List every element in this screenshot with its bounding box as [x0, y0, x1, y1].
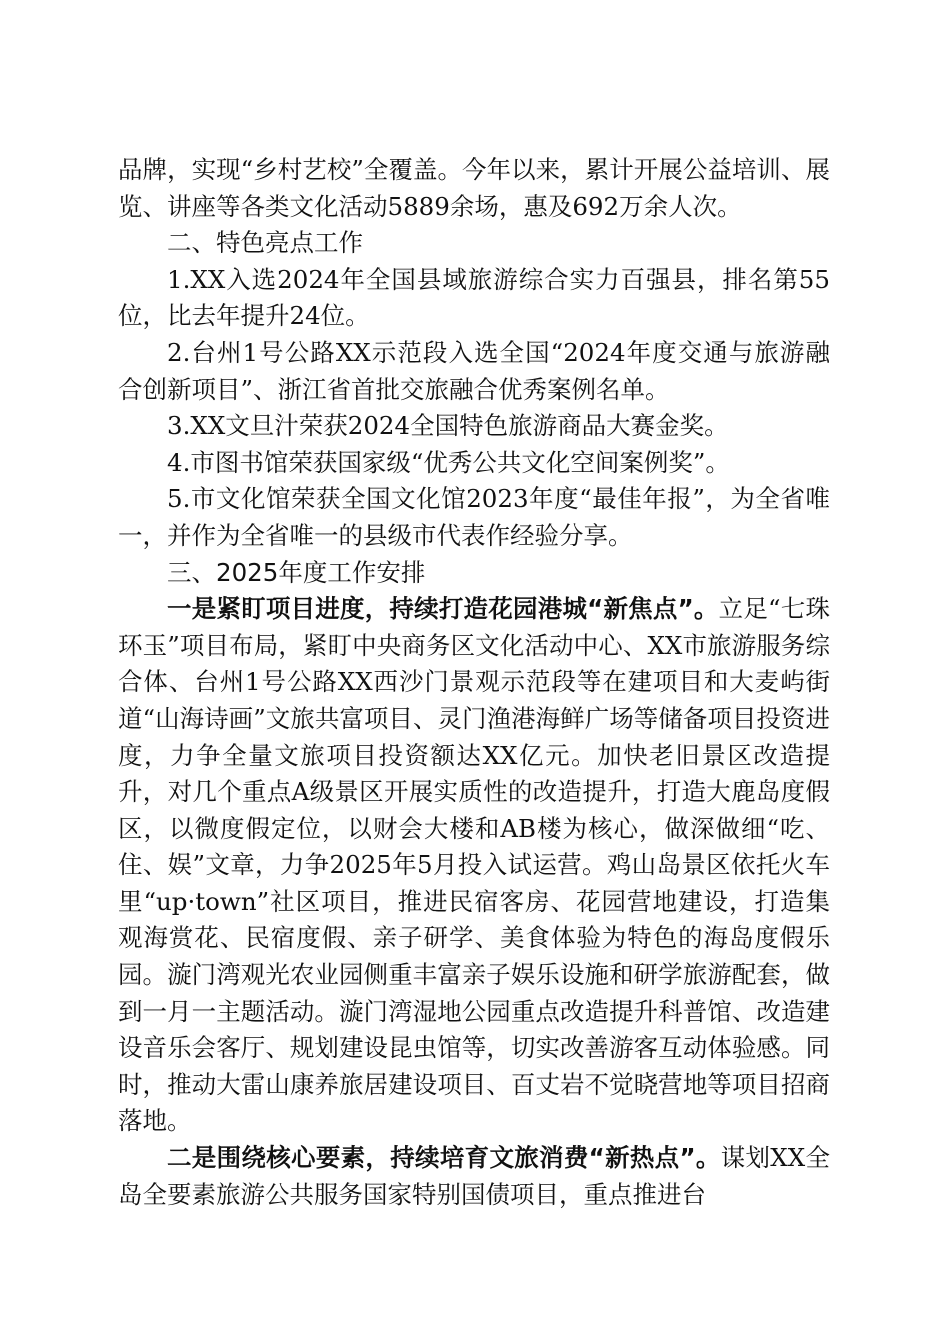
document-body — [118, 152, 830, 1213]
paragraph-body: 谋划XX全岛全要素旅游公共服务国家特别国债项目，重点推进台 — [118, 1143, 830, 1209]
paragraph-with-lead — [118, 1140, 830, 1213]
list-item: 1.XX入选2024年全国县域旅游综合实力百强县，排名第55位，比去年提升24位。 — [118, 264, 830, 331]
list-item: 5.市文化馆荣获全国文化馆2023年度“最佳年报”，为全省唯一，并作为全省唯一的县级市代表作经验分享。 — [118, 484, 830, 550]
section-heading: 二、特色亮点工作 — [167, 228, 363, 258]
paragraph-with-lead — [118, 591, 830, 1140]
paragraph-continuation: 品牌，实现“乡村艺校”全覆盖。今年以来，累计开展公益培训、展览、讲座等各类文化活动5889余场，惠及692万余人次。 — [118, 155, 830, 221]
list-item: 3.XX文旦汁荣获2024全国特色旅游商品大赛金奖。 — [167, 411, 729, 441]
paragraph-body: 立足“七珠环玉”项目布局，紧盯中央商务区文化活动中心、XX市旅游服务综合体、台州1号公路XX西沙门景观示范段等在建项目和大麦屿街道“山海诗画”文旅共富项目、灵门渔港海鲜广场等储备项目投资进度，力争全量文旅项目投资额达XX亿元。加快老旧景区改造提升，对几个重点A级景区开展实质性的改造提升，打造大鹿岛度假区，以微度假定位，以财会大楼和AB楼为核心，做深做细“吃、住、娱”文章，力争2025年5月投入试运营。鸡山岛景区依托火车里“up·town”社区项目，推进民宿客房、花园营地建设，打造集观海赏花、民宿度假、亲子研学、美食体验为特色的海岛度假乐园。漩门湾观光农业园侧重丰富亲子娱乐设施和研学旅游配套，做到一月一主题活动。漩门湾湿地公园重点改造提升科普馆、改造建设音乐会客厅、规划建设昆虫馆等，切实改善游客互动体验感。同时，推动大雷山康养旅居建设项目、百丈岩不觉晓营地等项目招商落地。 — [118, 594, 831, 1136]
section-heading: 三、2025年度工作安排 — [167, 557, 426, 587]
list-item: 2.台州1号公路XX示范段入选全国“2024年度交通与旅游融合创新项目”、浙江省首批交旅融合优秀案例名单。 — [118, 337, 830, 404]
list-item: 4.市图书馆荣获国家级“优秀公共文化空间案例奖”。 — [167, 447, 730, 477]
paragraph-lead: 二是围绕核心要素，持续培育文旅消费“新热点”。 — [167, 1143, 721, 1173]
paragraph-lead: 一是紧盯项目进度，持续打造花园港城“新焦点”。 — [167, 594, 719, 624]
